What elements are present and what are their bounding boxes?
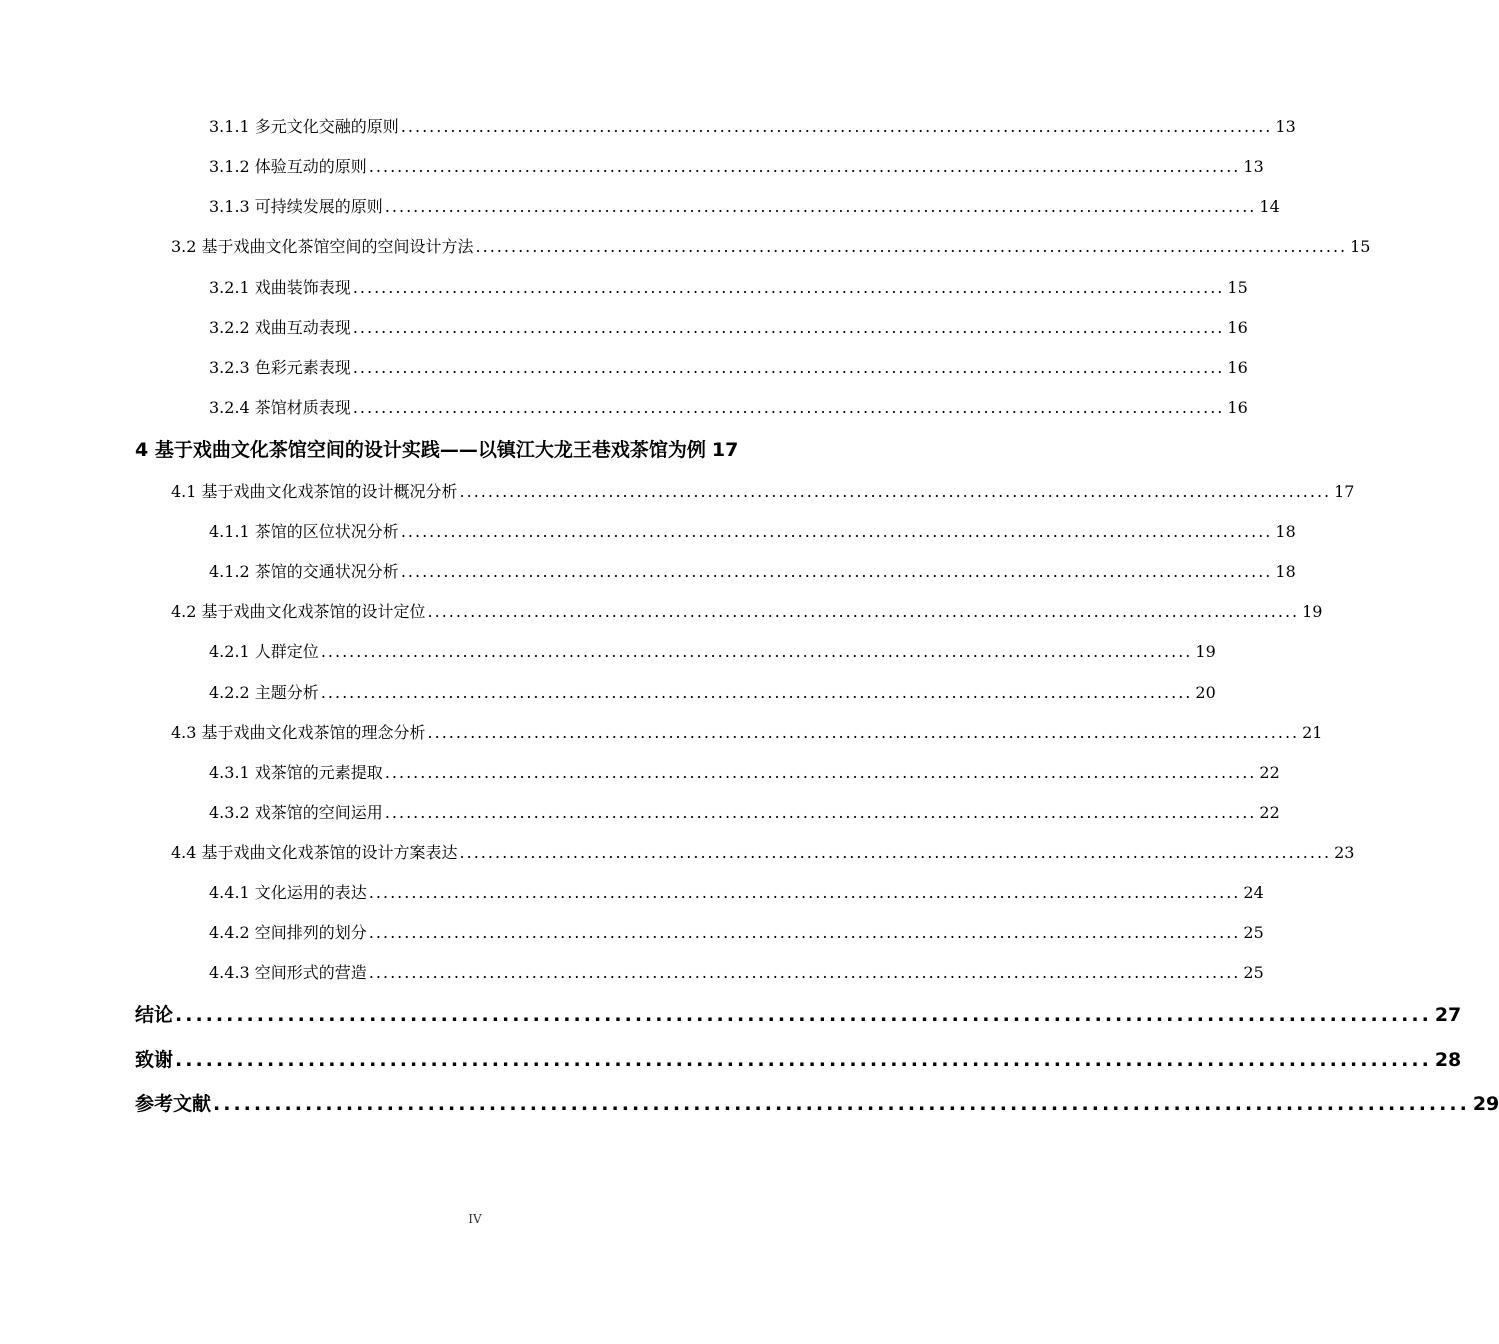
toc-entry-4-1-1[interactable] [209, 519, 1296, 543]
toc-entry-4-4-2[interactable] [209, 920, 1264, 944]
toc-chapter-4[interactable] [135, 435, 827, 463]
toc-entry-label: 4.2.1 人群定位 [209, 642, 319, 661]
toc-page-number: 18 [1275, 522, 1296, 541]
toc-entry-label: 参考文献 [135, 1093, 212, 1115]
toc-entry-label: 3.1.3 可持续发展的原则 [209, 197, 383, 216]
toc-entry-3-2-3[interactable] [209, 355, 1248, 379]
toc-entry-label: 4.3 基于戏曲文化戏茶馆的理念分析 [171, 723, 426, 742]
toc-entry-label: 3.1.2 体验互动的原则 [209, 157, 367, 176]
toc-entry-label: 3.2.4 茶馆材质表现 [209, 398, 351, 417]
toc-entry-4-3[interactable] [171, 720, 1323, 744]
page-number-footer: IV [468, 1212, 482, 1226]
toc-entry-label: 3.2.1 戏曲装饰表现 [209, 278, 351, 297]
toc-page-number: 23 [1334, 843, 1355, 862]
toc-entry-4-4-1[interactable] [209, 880, 1264, 904]
toc-entry-4-3-2[interactable] [209, 800, 1280, 824]
toc-entry-4-4-3[interactable] [209, 960, 1264, 984]
toc-entry-label: 4.1.1 茶馆的区位状况分析 [209, 522, 399, 541]
toc-leader-dots: ........................................................................................................................... [384, 763, 1257, 782]
toc-page-number: 16 [1227, 398, 1248, 417]
toc-entry-label: 4.4.3 空间形式的营造 [209, 963, 367, 982]
toc-references[interactable] [135, 1089, 1499, 1117]
toc-entry-3-1-2[interactable] [209, 154, 1264, 178]
toc-leader-dots: ........................................................................................................................... [427, 602, 1300, 621]
toc-page-number: 15 [1350, 237, 1371, 256]
toc-entry-label: 4.4 基于戏曲文化戏茶馆的设计方案表达 [171, 843, 458, 862]
toc-entry-label: 4.1.2 茶馆的交通状况分析 [209, 562, 399, 581]
toc-entry-label: 4.3.2 戏茶馆的空间运用 [209, 803, 383, 822]
toc-entry-label: 3.2 基于戏曲文化茶馆空间的空间设计方法 [171, 237, 474, 256]
toc-entry-4-1-2[interactable] [209, 559, 1296, 583]
toc-page-number: 29 [1472, 1093, 1499, 1115]
toc-entry-3-1-1[interactable] [209, 114, 1296, 138]
toc-leader-dots: ........................................................................................................................... [400, 117, 1273, 136]
toc-page-number: 24 [1243, 883, 1264, 902]
toc-entry-label: 4.1 基于戏曲文化戏茶馆的设计概况分析 [171, 482, 458, 501]
toc-page-number: 28 [1434, 1049, 1462, 1071]
toc-entry-4-3-1[interactable] [209, 760, 1280, 784]
toc-leader-dots: ........................................................................................................................... [352, 358, 1225, 377]
toc-leader-dots: ........................................................................................................................... [352, 398, 1225, 417]
toc-conclusion[interactable] [135, 1000, 1462, 1028]
toc-leader-dots: ........................................................................................................................... [400, 522, 1273, 541]
toc-page-number: 13 [1243, 157, 1264, 176]
toc-acknowledgements[interactable] [135, 1045, 1462, 1073]
toc-leader-dots: ........................................................................................................................... [175, 1049, 1432, 1071]
toc-leader-dots: ........................................................................................................................... [384, 197, 1257, 216]
toc-entry-label: 4.3.1 戏茶馆的元素提取 [209, 763, 383, 782]
toc-leader-dots: ........................................................................................................................... [368, 883, 1241, 902]
toc-leader-dots: ........................................................................................................................... [320, 642, 1193, 661]
toc-page-number: 22 [1259, 803, 1280, 822]
toc-entry-label: 结论 [135, 1004, 174, 1026]
toc-page-number: 18 [1275, 562, 1296, 581]
toc-entry-label: 4 基于戏曲文化茶馆空间的设计实践——以镇江大龙王巷戏茶馆为例 [135, 439, 706, 461]
toc-page-number: 13 [1275, 117, 1296, 136]
toc-leader-dots: ........................................................................................................................... [400, 562, 1273, 581]
toc-entry-4-2-2[interactable] [209, 680, 1216, 704]
toc-entry-3-2-1[interactable] [209, 275, 1248, 299]
toc-entry-label: 4.4.1 文化运用的表达 [209, 883, 367, 902]
toc-entry-4-4[interactable] [171, 840, 1355, 864]
toc-page-number: 27 [1434, 1004, 1462, 1026]
toc-page-number: 19 [1302, 602, 1323, 621]
toc-leader-dots: ........................................................................................................................... [320, 683, 1193, 702]
toc-page-number: 25 [1243, 963, 1264, 982]
toc-leader-dots: ........................................................................................................................... [384, 803, 1257, 822]
toc-page-number: 22 [1259, 763, 1280, 782]
toc-leader-dots: ........................................................................................................................... [427, 723, 1300, 742]
toc-entry-label: 4.2.2 主题分析 [209, 683, 319, 702]
toc-leader-dots: ........................................................................................................................... [352, 278, 1225, 297]
toc-entry-label: 4.2 基于戏曲文化戏茶馆的设计定位 [171, 602, 426, 621]
toc-leader-dots: ........................................................................................................................... [368, 923, 1241, 942]
toc-leader-dots: ........................................................................................................................... [175, 1004, 1432, 1026]
toc-page-number: 21 [1302, 723, 1323, 742]
toc-page-number: 16 [1227, 358, 1248, 377]
toc-page-number: 19 [1195, 642, 1216, 661]
toc-entry-label: 4.4.2 空间排列的划分 [209, 923, 367, 942]
toc-page-number: 17 [711, 439, 739, 461]
toc-entry-3-2[interactable] [171, 234, 1371, 258]
toc-entry-label: 3.2.3 色彩元素表现 [209, 358, 351, 377]
toc-page-number: 16 [1227, 318, 1248, 337]
toc-entry-4-1[interactable] [171, 479, 1355, 503]
toc-leader-dots: ........................................................................................................................... [352, 318, 1225, 337]
toc-entry-label: 致谢 [135, 1049, 174, 1071]
toc-leader-dots: ........................................................................................................................... [475, 237, 1348, 256]
toc-entry-label: 3.2.2 戏曲互动表现 [209, 318, 351, 337]
toc-page-number: 20 [1195, 683, 1216, 702]
toc-entry-label: 3.1.1 多元文化交融的原则 [209, 117, 399, 136]
toc-entry-3-2-4[interactable] [209, 395, 1248, 419]
toc-page-number: 17 [1334, 482, 1355, 501]
toc-page-number: 14 [1259, 197, 1280, 216]
toc-page-number: 15 [1227, 278, 1248, 297]
toc-leader-dots: ........................................................................................................................... [368, 157, 1241, 176]
toc-entry-4-2[interactable] [171, 599, 1323, 623]
toc-leader-dots: ........................................................................................................................... [459, 482, 1332, 501]
toc-entry-3-2-2[interactable] [209, 315, 1248, 339]
toc-page-number: 25 [1243, 923, 1264, 942]
toc-leader-dots: ........................................................................................................................... [368, 963, 1241, 982]
toc-leader-dots: ........................................................................................................................... [213, 1093, 1470, 1115]
toc-entry-4-2-1[interactable] [209, 639, 1216, 663]
toc-leader-dots: ........................................................................................................................... [459, 843, 1332, 862]
toc-entry-3-1-3[interactable] [209, 194, 1280, 218]
